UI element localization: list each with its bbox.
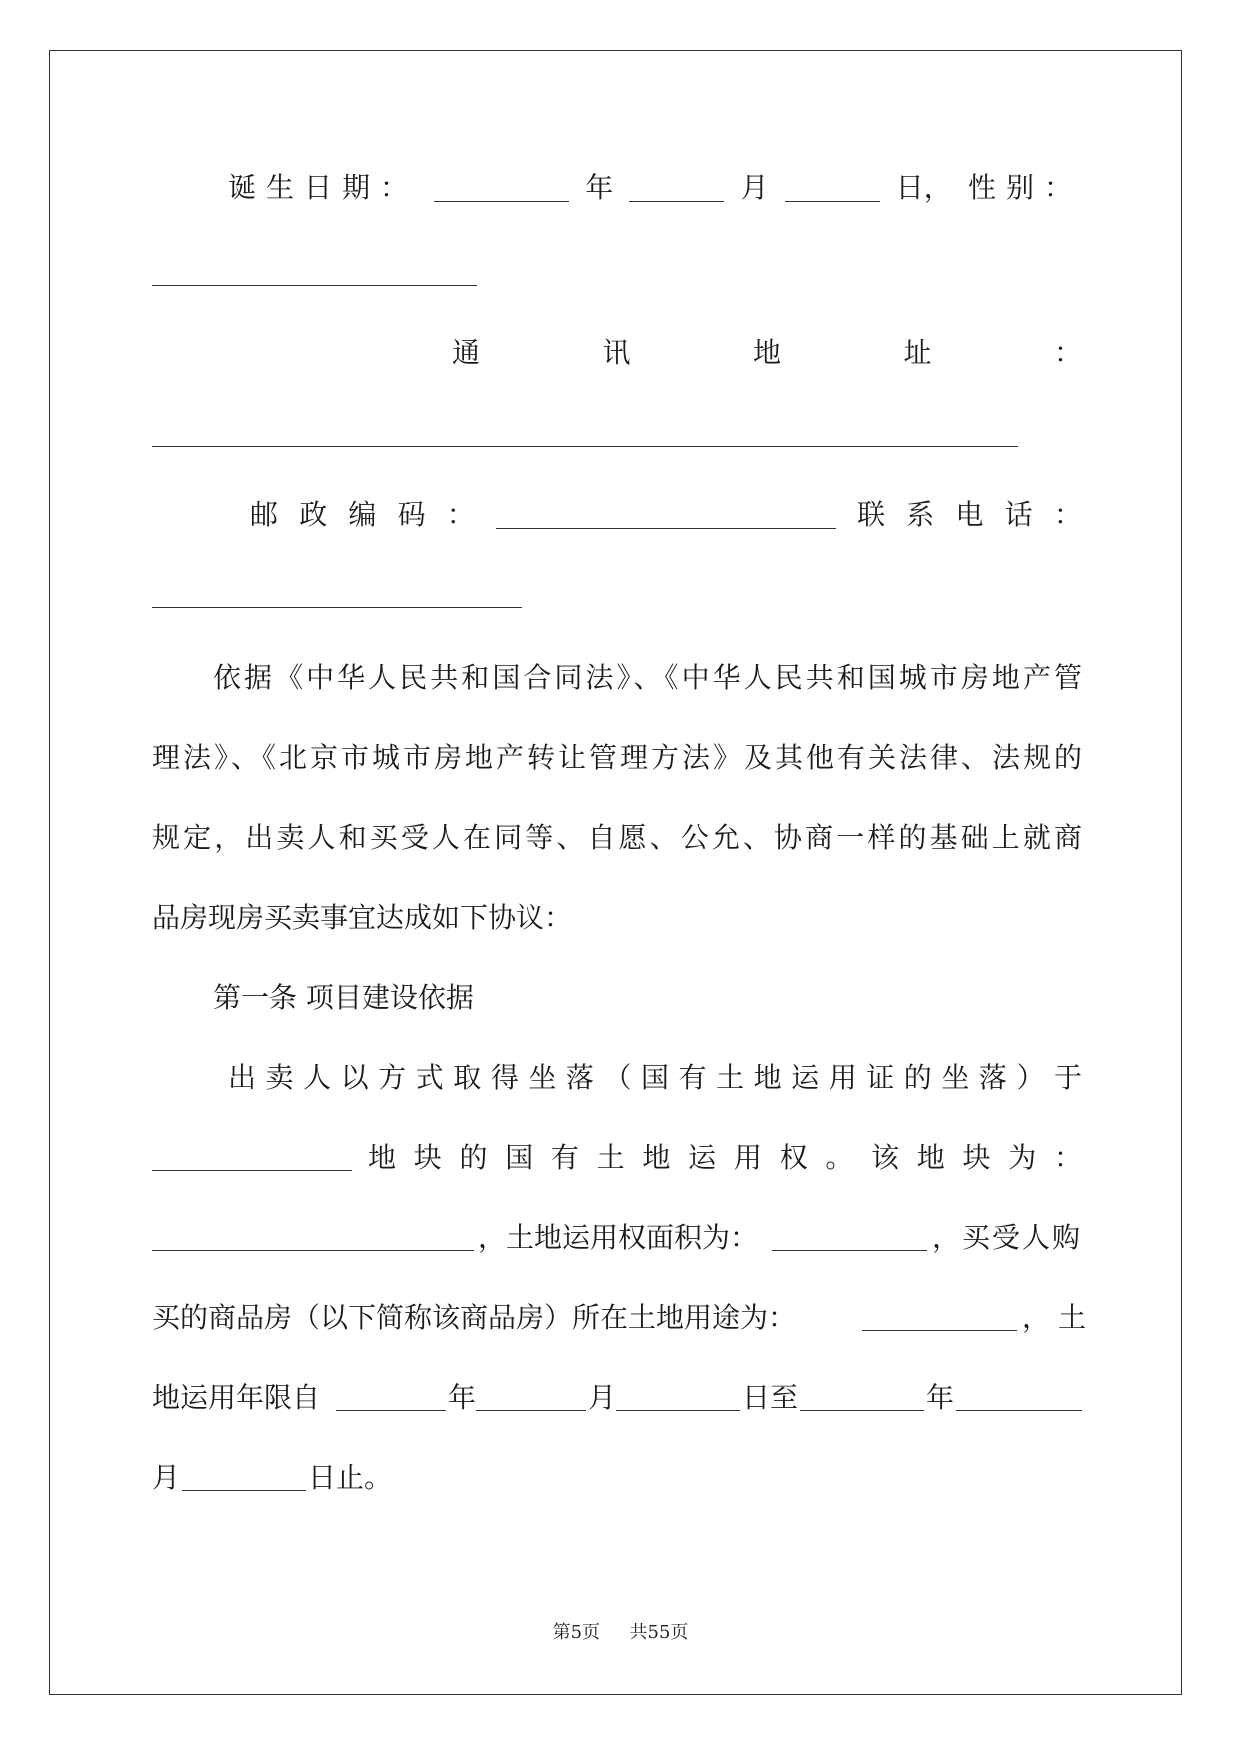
plot-blank [152,1250,474,1251]
end-year-blank [800,1410,924,1411]
birth-day-label: 日， [895,171,952,204]
birth-line [228,168,1082,208]
address-blank [152,446,1018,447]
para2-line: 地运用年限自 [152,1381,321,1414]
para1-line: 理法》、《北京市城市房地产转让管理方法》及其他有关法律、法规的 [152,741,1082,774]
year-label: 年 [926,1381,955,1414]
phone-char: 联 [857,498,886,531]
page-border [49,50,1182,1695]
para2-line: ，土地运用权面积为： [478,1221,759,1254]
month-label: 月 [152,1461,181,1494]
birth-month-label: 月 [740,171,769,204]
address-line [452,333,1082,373]
postcode-char: 邮 [250,498,279,531]
gender-label: 性别： [967,171,1082,204]
start-day-blank [616,1410,740,1411]
phone-char: ： [1053,498,1082,531]
postcode-blank [496,502,836,529]
page-footer [0,1618,1241,1644]
address-char: 地 [752,336,781,369]
start-month-blank [476,1410,586,1411]
para2-line: ，土 [1022,1301,1095,1334]
birth-year-blank [434,175,569,202]
postcode-char: 码 [397,498,426,531]
usage-blank [862,1330,1017,1331]
postcode-char: 编 [348,498,377,531]
end-month-blank [956,1410,1082,1411]
para1-line: 品房现房买卖事宜达成如下协议： [152,901,573,934]
postcode-char: ： [446,498,475,531]
para2-line: 买的商品房（以下简称该商品房）所在土地用途为： [152,1301,797,1334]
phone-blank [152,607,522,608]
contact-line [250,495,1082,535]
postcode-char: 政 [299,498,328,531]
birth-year-label: 年 [585,171,614,204]
birth-month-blank [629,175,724,202]
page-total: 共55页 [629,1622,689,1643]
para2-line: 出卖人以方式取得坐落（国有土地运用证的坐落）于 [228,1061,1082,1094]
address-char: 址 [903,336,932,369]
phone-char: 电 [955,498,984,531]
year-label: 年 [448,1381,477,1414]
page-number: 第5页 [552,1622,601,1643]
start-year-blank [336,1410,446,1411]
end-day-blank [182,1490,306,1491]
article-title: 第一条 项目建设依据 [213,981,474,1014]
month-label: 月 [588,1381,617,1414]
gender-blank [152,285,477,286]
para2-line: 日止。 [308,1461,393,1494]
phone-char: 系 [906,498,935,531]
day-to-label: 日至 [742,1381,799,1414]
area-blank [772,1250,927,1251]
address-char: 讯 [602,336,631,369]
para1-line: 依据《中华人民共和国合同法》、《中华人民共和国城市房地产管 [213,661,1082,694]
address-char: ： [1053,336,1082,369]
para1-line: 规定，出卖人和买受人在同等、自愿、公允、协商一样的基础上就商 [152,821,1082,854]
land-blank [152,1170,352,1171]
para2-line: 地块的国有土地运用权。该地块为： [368,1141,1082,1174]
para2-line: ，买受人购 [932,1221,1083,1254]
address-char: 通 [452,336,481,369]
birth-label: 诞生日期： [228,171,419,204]
birth-day-blank [785,175,880,202]
phone-char: 话 [1004,498,1033,531]
